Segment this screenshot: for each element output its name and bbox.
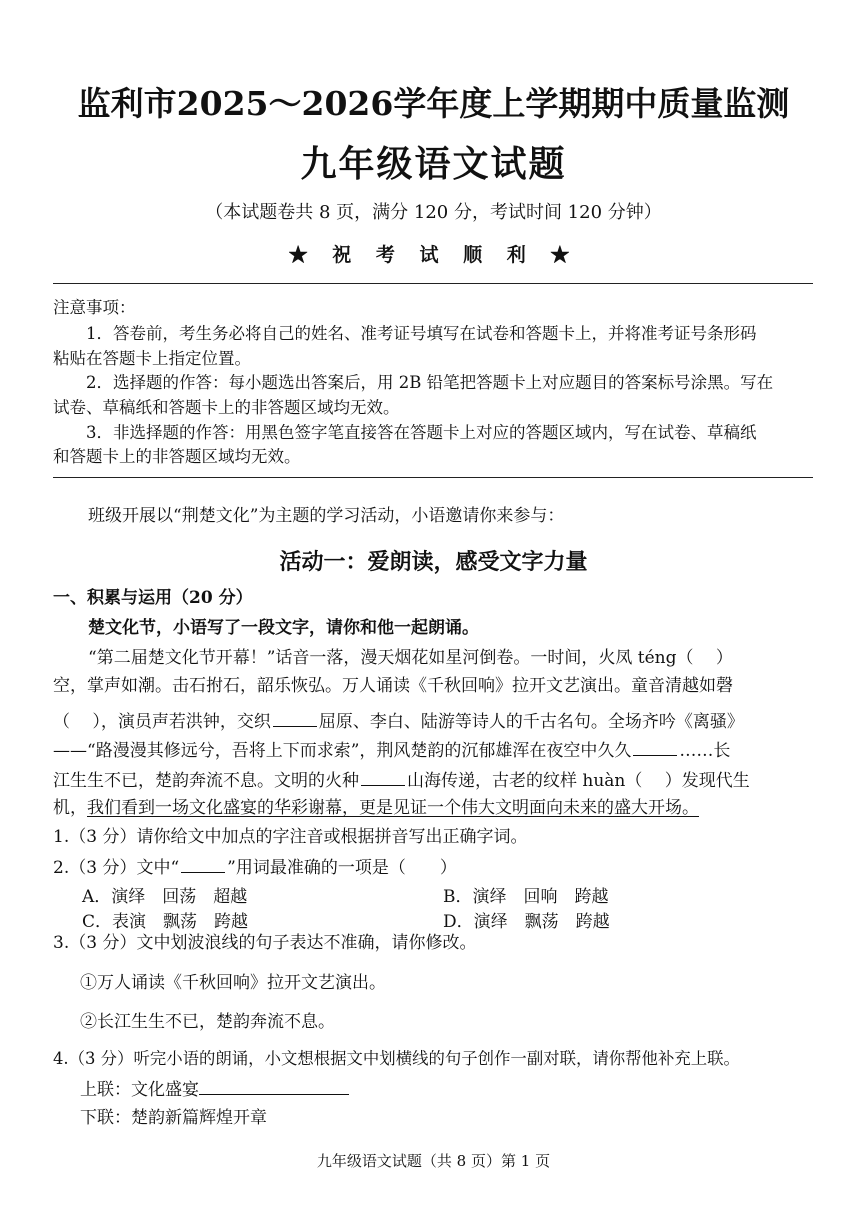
divider-top [53, 283, 813, 284]
passage-text: ——“路漫漫其修远兮，吾将上下而求索”，荆风楚韵的沉郁雄浑在夜空中久久 [53, 741, 632, 761]
exam-info: （本试题卷共 8 页，满分 120 分，考试时间 120 分钟） [205, 202, 662, 223]
passage-text: 江生生不已，楚韵奔流不息。文明的火种 [53, 771, 359, 791]
couplet-lower: 下联：楚韵新篇辉煌开章 [80, 1108, 267, 1128]
option-b: B．演绎 回响 跨越 [443, 887, 609, 907]
question-3-sentence-1: ①万人诵读《千秋回响》拉开文艺演出。 [80, 973, 386, 993]
notice-heading: 注意事项： [53, 298, 136, 317]
option-c: C．表演 飘荡 跨越 [82, 912, 249, 932]
passage-text: 机， [53, 798, 87, 818]
question-1: 1.（3 分）请你给文中加点的字注音或根据拼音写出正确字词。 [53, 827, 528, 847]
passage-line [53, 771, 750, 790]
passage-line [53, 741, 730, 760]
fill-blank [361, 771, 405, 786]
couplet-upper-text: 上联：文化盛宴 [80, 1080, 199, 1100]
option-d: D．演绎 飘荡 跨越 [443, 912, 610, 932]
notice-line: 1．答卷前，考生务必将自己的姓名、准考证号填写在试卷和答题卡上，并将准考证号条形码 [86, 324, 757, 343]
exam-subject-title: 九年级语文试题 [300, 143, 567, 185]
notice-line: 3．非选择题的作答：用黑色签字笔直接答在答题卡上对应的答题区域内，写在试卷、草稿纸 [86, 423, 757, 442]
option-a: A．演绎 回荡 超越 [82, 887, 248, 907]
notice-line: 和答题卡上的非答题区域均无效。 [53, 447, 301, 466]
activity-title: 活动一：爱朗读，感受文字力量 [279, 549, 588, 575]
passage-text: 山海传递，古老的纹样 huàn（ ）发现代生 [407, 771, 750, 791]
couplet-answer-blank [199, 1080, 349, 1095]
passage-line [53, 800, 699, 817]
divider-bottom [53, 477, 813, 478]
question-text: ”用词最准确的一项是（ ） [227, 858, 457, 878]
passage-line: 空，掌声如潮。击石拊石，韶乐恢弘。万人诵读《千秋回响》拉开文艺演出。童音清越如磬 [53, 676, 733, 696]
passage-text: ……长 [679, 741, 731, 761]
question-3-sentence-2: ②长江生生不已，楚韵奔流不息。 [80, 1012, 335, 1032]
notice-line: 粘贴在答题卡上指定位置。 [53, 349, 251, 368]
underlined-sentence: 我们看到一场文化盛宴的华彩谢幕，更是见证一个伟大文明面向未来的盛大开场。 [87, 798, 699, 818]
passage-line: “第二届楚文化节开幕！”话音一落，漫天烟花如星河倒卷。一时间，火凤 téng（ ） [88, 648, 733, 668]
notice-line: 2．选择题的作答：每小题选出答案后，用 2B 铅笔把答题卡上对应题目的答案标号涂黑。写在 [86, 373, 774, 392]
good-luck-banner: ★ 祝 考 试 顺 利 ★ [288, 244, 579, 266]
intro-text: 班级开展以“荆楚文化”为主题的学习活动，小语邀请你来参与： [88, 506, 565, 526]
question-4: 4.（3 分）听完小语的朗诵，小文想根据文中划横线的句子创作一副对联，请你帮他补充上联。 [53, 1049, 740, 1068]
fill-blank [181, 858, 225, 873]
question-text: 2.（3 分）文中“ [53, 858, 180, 878]
exam-title: 监利市2025～2026学年度上学期期中质量监测 [77, 84, 790, 123]
notice-line: 试卷、草稿纸和答题卡上的非答题区域均无效。 [53, 398, 400, 417]
passage-text: 屈原、李白、陆游等诗人的千古名句。全场齐吟《离骚》 [318, 712, 744, 732]
page-footer: 九年级语文试题（共 8 页）第 1 页 [316, 1152, 551, 1170]
fill-blank [633, 741, 677, 756]
passage-text: （ ），演员声若洪钟，交织 [53, 712, 271, 732]
section-heading: 一、积累与运用（20 分） [53, 588, 253, 608]
fill-blank [273, 712, 317, 727]
question-2 [53, 858, 457, 877]
couplet-upper [80, 1080, 349, 1099]
section-prompt: 楚文化节，小语写了一段文字，请你和他一起朗诵。 [88, 618, 479, 638]
question-3: 3.（3 分）文中划波浪线的句子表达不准确，请你修改。 [53, 933, 477, 953]
passage-line [53, 712, 744, 731]
